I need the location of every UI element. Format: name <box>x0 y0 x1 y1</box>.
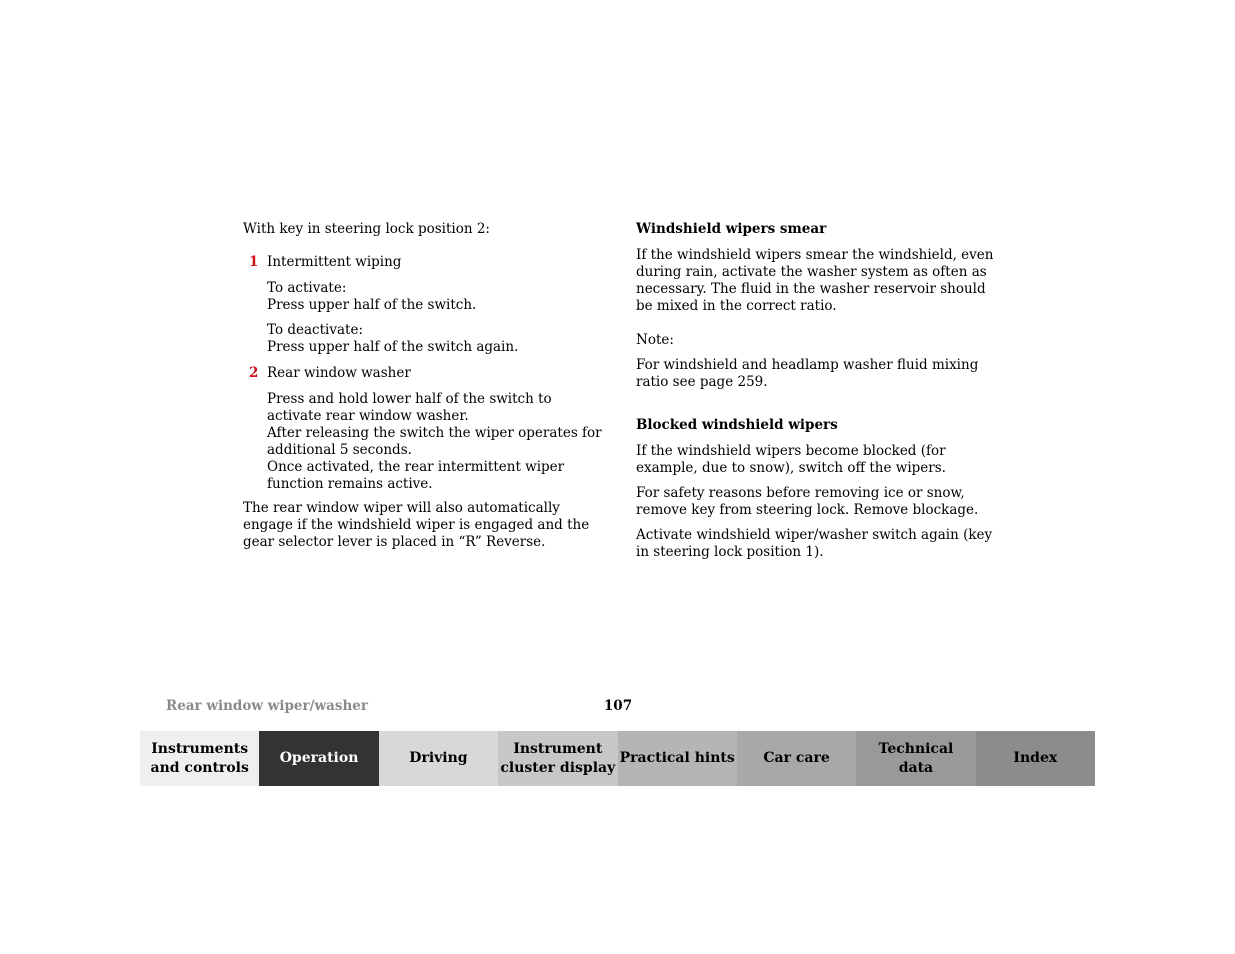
intro-text: With key in steering lock position 2: <box>243 221 490 237</box>
item-2-line-3: Once activated, the rear intermittent wiper function remains active. <box>267 459 565 492</box>
note-label: Note: <box>636 332 674 348</box>
tab-operation[interactable]: Operation <box>259 731 378 786</box>
deactivate-text: Press upper half of the switch again. <box>267 339 519 355</box>
activate-label: To activate: <box>267 280 347 296</box>
item-number-1: 1 <box>249 254 259 270</box>
deactivate-label: To deactivate: <box>267 322 363 338</box>
chapter-tab-bar <box>140 731 1095 786</box>
tab-instrument-cluster-display[interactable]: Instrument cluster display <box>498 731 617 786</box>
list-item-2 <box>243 365 603 382</box>
blocked-paragraph-3: Activate windshield wiper/washer switch again (key in steering lock position 1). <box>636 527 993 560</box>
right-column <box>636 221 996 561</box>
item-2-body <box>243 391 603 493</box>
left-column <box>243 221 603 551</box>
page-number: 107 <box>603 698 633 714</box>
list-item-1 <box>243 254 603 271</box>
tab-index[interactable]: Index <box>976 731 1095 786</box>
note-text: For windshield and headlamp washer fluid mixing ratio see page 259. <box>636 357 979 390</box>
smear-paragraph: If the windshield wipers smear the windshield, even during rain, activate the washer system as often as necessary. The fluid in the washer reservoir should be mixed in the correct ratio. <box>636 247 994 314</box>
item-1-title: Intermittent wiping <box>267 254 402 270</box>
section-title: Rear window wiper/washer <box>166 698 369 714</box>
tab-driving[interactable]: Driving <box>379 731 498 786</box>
tab-practical-hints[interactable]: Practical hints <box>618 731 737 786</box>
item-1-activate <box>243 280 603 314</box>
item-number-2: 2 <box>249 365 259 381</box>
item-2-line-2: After releasing the switch the wiper operates for additional 5 seconds. <box>267 425 602 458</box>
item-2-line-1: Press and hold lower half of the switch to activate rear window washer. <box>267 391 552 424</box>
item-2-title: Rear window washer <box>267 365 411 381</box>
tab-car-care[interactable]: Car care <box>737 731 856 786</box>
tab-instruments-and-controls[interactable]: Instruments and controls <box>140 731 259 786</box>
smear-heading: Windshield wipers smear <box>636 221 827 237</box>
tab-technical-data[interactable]: Technical data <box>856 731 975 786</box>
blocked-paragraph-1: If the windshield wipers become blocked (for example, due to snow), switch off the wipers. <box>636 443 946 476</box>
activate-text: Press upper half of the switch. <box>267 297 477 313</box>
closing-paragraph: The rear window wiper will also automatically engage if the windshield wiper is engaged and the gear selector lever is placed in “R” Reverse. <box>243 500 590 550</box>
item-1-deactivate <box>243 322 603 356</box>
blocked-heading: Blocked windshield wipers <box>636 417 838 433</box>
blocked-paragraph-2: For safety reasons before removing ice or snow, remove key from steering lock. Remove blockage. <box>636 485 979 518</box>
